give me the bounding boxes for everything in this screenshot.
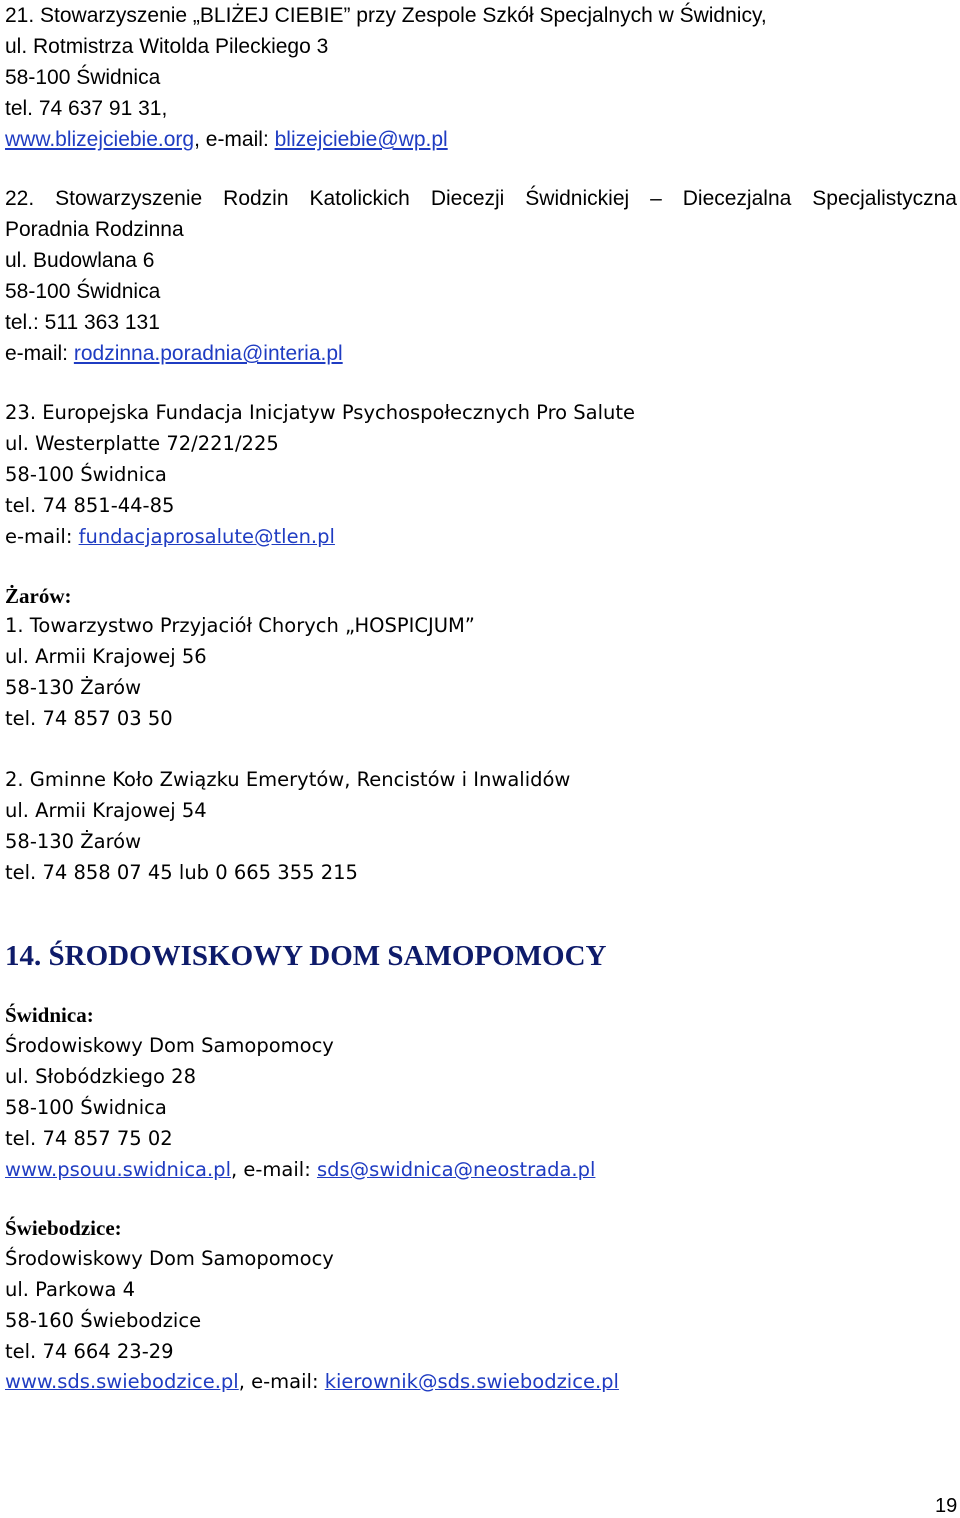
entry-23-phone: tel. 74 851-44-85 bbox=[5, 494, 175, 517]
entry-21-email-link[interactable]: blizejciebie@wp.pl bbox=[274, 128, 448, 151]
swiebodzice-email-link[interactable]: kierownik@sds.swiebodzice.pl bbox=[324, 1370, 619, 1393]
zarow-item-2-title: 2. Gminne Koło Związku Emerytów, Rencistów i Inwalidów bbox=[5, 768, 571, 791]
swiebodzice-www-link[interactable]: www.sds.swiebodzice.pl bbox=[5, 1370, 239, 1393]
zarow-item-2-street: ul. Armii Krajowej 54 bbox=[5, 799, 207, 822]
swiebodzice-contact bbox=[5, 1368, 619, 1396]
section-14-title: 14. ŚRODOWISKOWY DOM SAMOPOMOCY bbox=[5, 940, 607, 972]
swidnica-contact bbox=[5, 1156, 595, 1184]
entry-23-email-link[interactable]: fundacjaprosalute@tlen.pl bbox=[78, 525, 335, 548]
entry-23-email-row bbox=[5, 523, 335, 551]
swidnica-phone: tel. 74 857 75 02 bbox=[5, 1127, 173, 1150]
swiebodzice-name: Środowiskowy Dom Samopomocy bbox=[5, 1247, 334, 1270]
entry-23-street: ul. Westerplatte 72/221/225 bbox=[5, 432, 279, 455]
entry-22-email-row bbox=[5, 340, 343, 368]
entry-21-phone: tel. 74 637 91 31, bbox=[5, 97, 168, 120]
zarow-item-1-city: 58-130 Żarów bbox=[5, 676, 142, 699]
zarow-item-1-street: ul. Armii Krajowej 56 bbox=[5, 645, 207, 668]
swiebodzice-phone: tel. 74 664 23-29 bbox=[5, 1340, 174, 1363]
entry-22-email-link[interactable]: rodzinna.poradnia@interia.pl bbox=[73, 342, 343, 365]
entry-22-email-label: e-mail: bbox=[5, 342, 74, 365]
entry-23-title: 23. Europejska Fundacja Inicjatyw Psychospołecznych Pro Salute bbox=[5, 401, 636, 424]
zarow-item-2-city: 58-130 Żarów bbox=[5, 830, 142, 853]
entry-22-street: ul. Budowlana 6 bbox=[5, 249, 155, 272]
swidnica-city: 58-100 Świdnica bbox=[5, 1096, 167, 1119]
entry-21-www-link[interactable]: www.blizejciebie.org bbox=[5, 128, 195, 151]
entry-22-title-line1: 22. Stowarzyszenie Rodzin Katolickich Diecezji Świdnickiej – Diecezjalna Specjalistyczna bbox=[5, 187, 957, 210]
zarow-item-1-title: 1. Towarzystwo Przyjaciół Chorych „HOSPICJUM” bbox=[5, 614, 475, 637]
entry-21-street: ul. Rotmistrza Witolda Pileckiego 3 bbox=[5, 35, 329, 58]
swidnica-street: ul. Słobódzkiego 28 bbox=[5, 1065, 196, 1088]
swidnica-www-link[interactable]: www.psouu.swidnica.pl bbox=[5, 1158, 231, 1181]
swidnica-email-link[interactable]: sds@swidnica@neostrada.pl bbox=[316, 1158, 596, 1181]
zarow-item-1-phone: tel. 74 857 03 50 bbox=[5, 707, 173, 730]
entry-21-title: 21. Stowarzyszenie „BLIŻEJ CIEBIE” przy Zespole Szkół Specjalnych w Świdnicy, bbox=[5, 4, 767, 27]
swiebodzice-city: 58-160 Świebodzice bbox=[5, 1309, 202, 1332]
entry-21-email-label: , e-mail: bbox=[194, 128, 275, 151]
entry-21-contact bbox=[5, 126, 448, 154]
entry-21-city: 58-100 Świdnica bbox=[5, 66, 161, 89]
entry-23-city: 58-100 Świdnica bbox=[5, 463, 167, 486]
entry-22-phone: tel.: 511 363 131 bbox=[5, 311, 160, 334]
entry-23-email-label: e-mail: bbox=[5, 525, 79, 548]
zarow-item-2-phone: tel. 74 858 07 45 lub 0 665 355 215 bbox=[5, 861, 358, 884]
swidnica-name: Środowiskowy Dom Samopomocy bbox=[5, 1034, 334, 1057]
swidnica-heading: Świdnica: bbox=[5, 1003, 94, 1027]
swiebodzice-email-label: , e-mail: bbox=[238, 1370, 325, 1393]
page-number: 19 bbox=[935, 1495, 958, 1517]
entry-22-city: 58-100 Świdnica bbox=[5, 280, 161, 303]
swiebodzice-heading: Świebodzice: bbox=[5, 1216, 122, 1240]
entry-22-title-line2: Poradnia Rodzinna bbox=[5, 218, 184, 241]
swiebodzice-street: ul. Parkowa 4 bbox=[5, 1278, 136, 1301]
zarow-heading: Żarów: bbox=[5, 584, 72, 608]
swidnica-email-label: , e-mail: bbox=[230, 1158, 317, 1181]
